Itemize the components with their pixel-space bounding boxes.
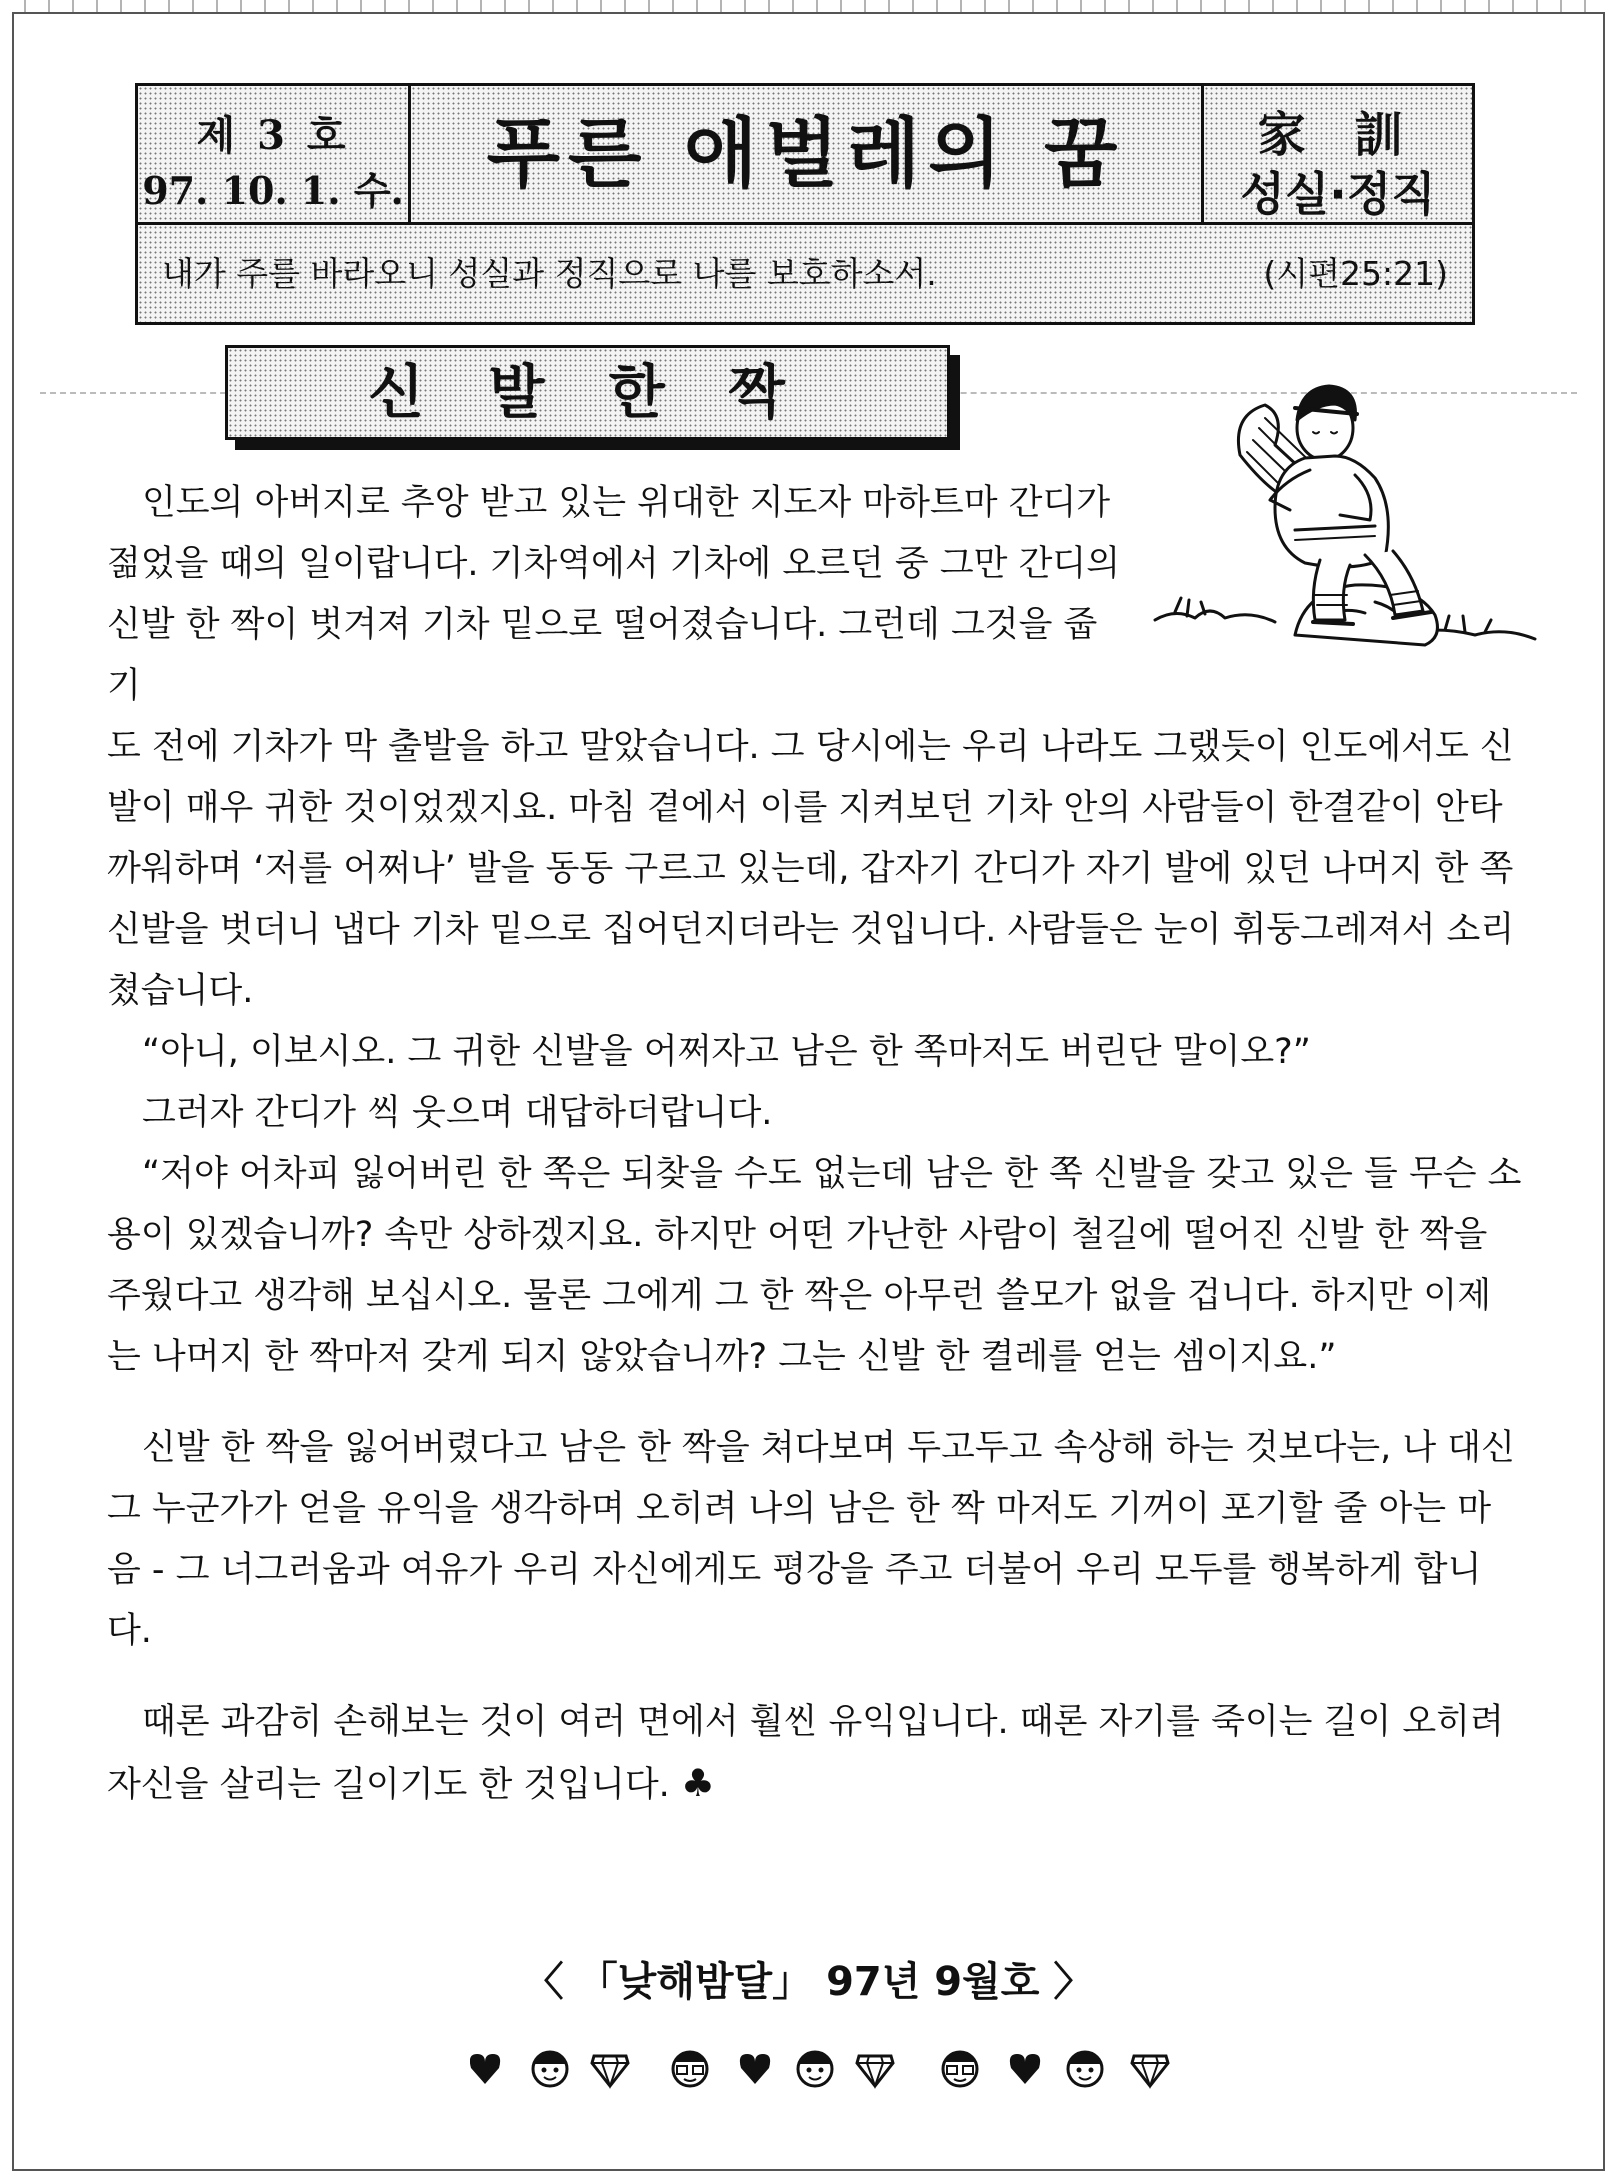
face-glasses-icon xyxy=(943,2052,977,2086)
quote-bystander: “아니, 이보시오. 그 귀한 신발을 어쩌자고 남은 한 쪽마저도 버린단 말이오?” xyxy=(142,1032,1311,1072)
heart-icon xyxy=(1010,2054,1040,2084)
article-source: 〈 「낮해밤달」 97년 9월호 〉 xyxy=(523,1959,1094,2005)
gem-icon xyxy=(1132,2056,1168,2086)
quote-gandhi: “저야 어차피 잃어버린 한 쪽은 되찾을 수도 없는데 남은 한 쪽 신발을 갖고 있은 들 무슨 소용이 있겠습니까? 속만 상하겠지요. 하지만 어떤 가난한 사람이 철길에 떨어진 신발 한 짝을 주웠다고 생각해 보십시오. 물론 그에게 그 한 짝은 아무런 쓸모가 없을 겁니다. 하지만 이제는 나머지 한 짝마저 갖게 되지 않았습니까? 그는 신발 한 켤레를 얻는 셈이지요.” xyxy=(107,1154,1522,1377)
issue-box xyxy=(138,86,411,222)
article-body xyxy=(107,473,1522,1816)
issue-number: 제 3 호 xyxy=(196,112,350,159)
verse-reference: (시편25:21) xyxy=(1263,254,1448,293)
family-motto-hanja: 家 訓 xyxy=(1257,107,1419,163)
gem-icon xyxy=(592,2056,628,2086)
face-glasses-icon xyxy=(673,2052,707,2086)
masthead-top-row xyxy=(138,86,1472,225)
paragraph-intro-text: 인도의 아버지로 추앙 받고 있는 위대한 지도자 마하트마 간디가 젊었을 때의 일이랍니다. 기차역에서 기차에 오르던 중 그만 간디의 신발 한 짝이 벗겨져 기차 밑으로 떨어졌습니다. 그런데 그것을 줍기 xyxy=(107,483,1121,706)
club-end-mark: ♣ xyxy=(680,1761,715,1805)
heart-icon xyxy=(740,2054,770,2084)
gem-icon xyxy=(857,2056,893,2086)
issue-date: 97. 10. 1. 수. xyxy=(142,168,404,213)
face-icon xyxy=(798,2052,832,2086)
paragraph-1-continued: 도 전에 기차가 막 출발을 하고 말았습니다. 그 당시에는 우리 나라도 그랬듯이 인도에서도 신발이 매우 귀한 것이었겠지요. 마침 곁에서 이를 지켜보던 기차 안의 사람들이 한결같이 안타까워하며 ‘저를 어쩌나’ 발을 동동 구르고 있는데, 갑자기 간디가 자기 발에 있던 나머지 한 쪽 신발을 벗더니 냅다 기차 밑으로 집어던지더라는 것입니다. 사람들은 눈이 휘둥그레져서 소리쳤습니다. xyxy=(107,727,1515,1011)
face-icon xyxy=(1068,2052,1102,2086)
newsletter-title: 푸른 애벌레의 꿈 xyxy=(411,86,1204,222)
article-title: 신 발 한 짝 xyxy=(225,345,950,440)
heart-icon xyxy=(470,2054,500,2084)
family-motto-box xyxy=(1204,86,1472,222)
masthead xyxy=(135,83,1475,325)
paragraph-intro xyxy=(107,473,1522,717)
verse-text: 내가 주를 바라오니 성실과 정직으로 나를 보호하소서. xyxy=(162,254,937,293)
family-motto: 성실·정직 xyxy=(1240,167,1436,221)
narration-line: 그러자 간디가 씩 웃으며 대답하더랍니다. xyxy=(142,1093,773,1133)
face-icon xyxy=(533,2052,567,2086)
bible-verse xyxy=(138,225,1472,322)
paragraph-conclusion-text: 때론 과감히 손해보는 것이 여러 면에서 훨씬 유익입니다. 때론 자기를 죽이는 길이 오히려 자신을 살리는 길이기도 한 것입니다. xyxy=(107,1702,1504,1805)
paragraph-reflection: 신발 한 짝을 잃어버렸다고 남은 한 짝을 쳐다보며 두고두고 속상해 하는 것보다는, 나 대신 그 누군가가 얻을 유익을 생각하며 오히려 나의 남은 한 짝 마저도 기꺼이 포기할 줄 아는 마음 - 그 너그러움과 여유가 우리 자신에게도 평강을 주고 더불어 우리 모두를 행복하게 합니다. xyxy=(107,1428,1515,1651)
ornament-row xyxy=(470,2046,1190,2092)
paragraph-conclusion xyxy=(107,1692,1522,1816)
